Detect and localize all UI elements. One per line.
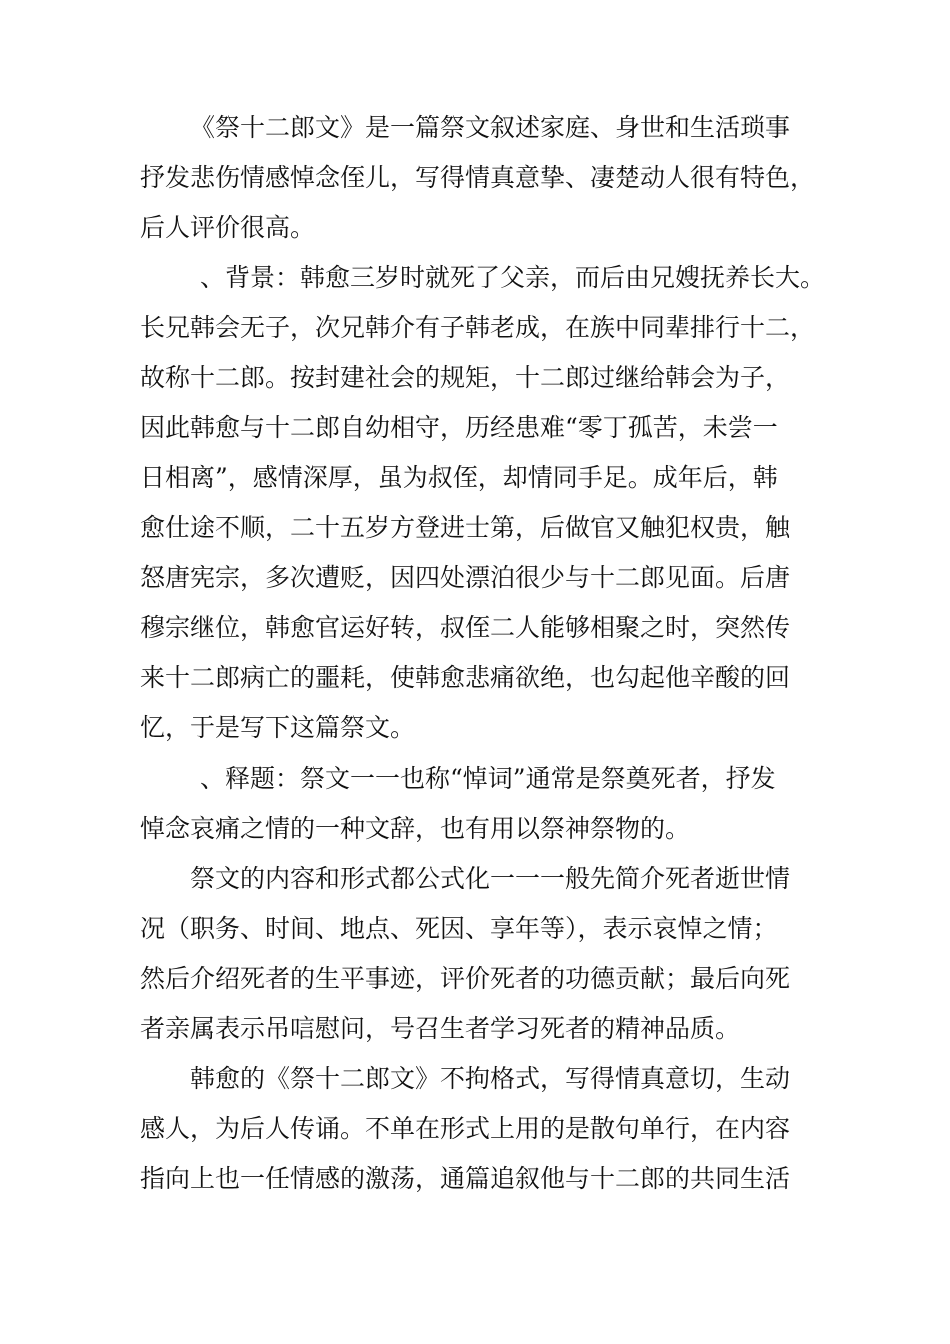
text-line-17: 况（职务、时间、地点、死因、享年等），表示哀悼之情； [140,914,778,943]
text-line-5: 长兄韩会无子，次兄韩介有子韩老成，在族中同辈排行十二， [140,313,816,342]
text-line-16: 祭文的内容和形式都公式化一一一般先简介死者逝世情 [190,864,791,893]
text-line-3: 后人评价很高。 [140,213,316,242]
text-line-2: 抒发悲伤情感悼念侄儿，写得情真意挚、凄楚动人很有特色， [140,163,816,192]
text-line-18: 然后介绍死者的生平事迹，评价死者的功德贡献；最后向死 [140,964,791,993]
text-line-13: 忆，于是写下这篇祭文。 [140,713,416,742]
text-line-6: 故称十二郎。按封建社会的规矩，十二郎过继给韩会为子， [140,363,791,392]
text-line-11: 穆宗继位，韩愈官运好转，叔侄二人能够相聚之时，突然传 [140,613,791,642]
text-line-7: 因此韩愈与十二郎自幼相守，历经患难“零丁孤苦，未尝一 [140,413,778,442]
text-line-20: 韩愈的《祭十二郎文》不拘格式，写得情真意切，生动 [190,1064,791,1093]
text-line-19: 者亲属表示吊唁慰问，号召生者学习死者的精神品质。 [140,1014,741,1043]
text-line-4: 、背景：韩愈三岁时就死了父亲，而后由兄嫂抚养长大。 [200,263,826,292]
text-line-9: 愈仕途不顺，二十五岁方登进士第，后做官又触犯权贵，触 [140,513,791,542]
text-line-8: 日相离”，感情深厚，虽为叔侄，却情同手足。成年后，韩 [140,463,778,492]
text-line-15: 悼念哀痛之情的一种文辞，也有用以祭神祭物的。 [140,814,691,843]
text-line-10: 怒唐宪宗，多次遭贬，因四处漂泊很少与十二郎见面。后唐 [140,563,791,592]
text-line-12: 来十二郎病亡的噩耗，使韩愈悲痛欲绝，也勾起他辛酸的回 [140,663,791,692]
text-line-1: 《祭十二郎文》是一篇祭文叙述家庭、身世和生活琐事 [190,113,791,142]
text-line-21: 感人，为后人传诵。不单在形式上用的是散句单行，在内容 [140,1114,791,1143]
text-line-22: 指向上也一任情感的激荡，通篇追叙他与十二郎的共同生活 [140,1164,791,1193]
text-line-14: 、释题：祭文一一也称“悼词”通常是祭奠死者，抒发 [200,764,776,793]
